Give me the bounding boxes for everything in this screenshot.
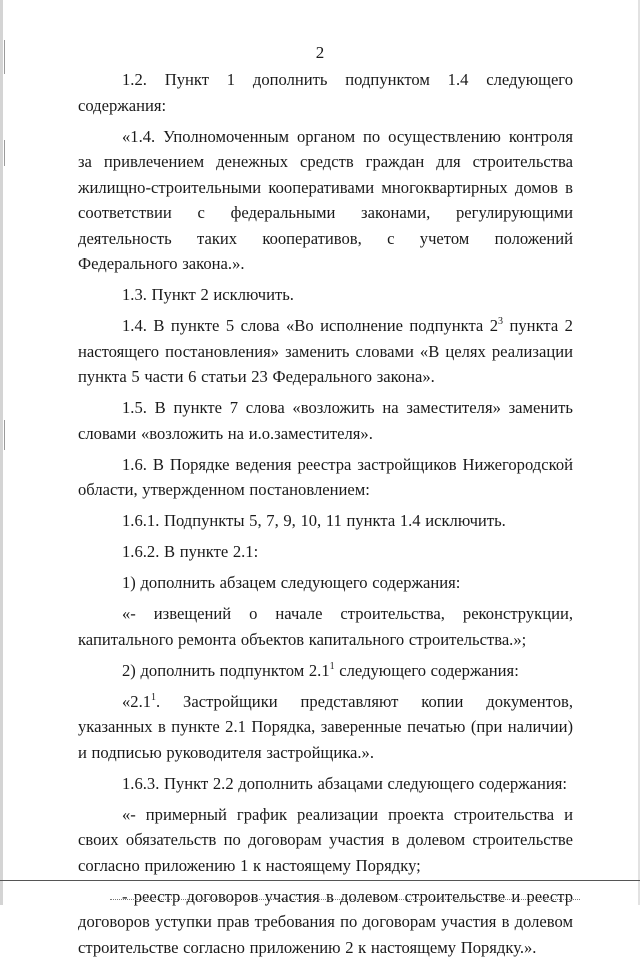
paragraph-text: «2.1: [122, 692, 151, 711]
paragraph-text: . Застройщики представляют копии документов, указанных в пункте 2.1 Порядка, заверенные печатью (при наличии) и подписью руководителя застройщика.».: [78, 692, 573, 762]
paragraph-item-1: 1) дополнить абзацем следующего содержания:: [78, 570, 573, 596]
paragraph-quote-registry: - реестр договоров участия в долевом строительстве и реестр договоров уступки прав требования по договорам участия в долевом строительстве согласно приложению 2 к настоящему Порядку.».: [78, 884, 573, 960]
scan-edge-mark: [4, 420, 5, 450]
paragraph-1-6-1: 1.6.1. Подпункты 5, 7, 9, 10, 11 пункта 1.4 исключить.: [78, 508, 573, 534]
paragraph-1-2: 1.2. Пункт 1 дополнить подпунктом 1.4 следующего содержания:: [78, 67, 573, 118]
paragraph-quote-notices: «- извещений о начале строительства, реконструкции, капитального ремонта объектов капитального строительства.»;: [78, 601, 573, 652]
paragraph-1-6-2: 1.6.2. В пункте 2.1:: [78, 539, 573, 565]
paragraph-text: пункта 2 настоящего постановления» заменить словами «В целях реализации пункта 5 части 6 статьи 23 Федерального закона».: [78, 316, 573, 386]
paragraph-1-3: 1.3. Пункт 2 исключить.: [78, 282, 573, 308]
superscript: 3: [498, 316, 503, 327]
scan-line: [0, 880, 640, 881]
paragraph-quote-2-1-1: [78, 689, 573, 766]
paragraph-1-6: 1.6. В Порядке ведения реестра застройщиков Нижегородской области, утвержденном постановлением:: [78, 452, 573, 503]
scan-edge-left: [0, 0, 3, 905]
superscript: 1: [330, 661, 335, 672]
superscript: 1: [151, 692, 156, 703]
paragraph-text: 1.4. В пункте 5 слова «Во исполнение подпункта 2: [122, 316, 498, 335]
page-number: 2: [0, 43, 640, 63]
paragraph-1-5: 1.5. В пункте 7 слова «возложить на заместителя» заменить словами «возложить на и.о.заместителя».: [78, 395, 573, 446]
paragraph-text: 2) дополнить подпунктом 2.1: [122, 661, 330, 680]
paragraph-quote-schedule: «- примерный график реализации проекта строительства и своих обязательств по договорам участия в долевом строительстве согласно приложению 1 к настоящему Порядку;: [78, 802, 573, 879]
paragraph-1-4-quote: «1.4. Уполномоченным органом по осуществлению контроля за привлечением денежных средств граждан для строительства жилищно-строительными кооперативами многоквартирных домов в соответствии с федеральными законами, регулирующими деятельность таких кооперативов, с учетом положений Федерального закона.».: [78, 124, 573, 277]
scan-dots: [110, 899, 580, 902]
document-body: [78, 67, 573, 960]
scan-edge-mark: [4, 140, 5, 166]
paragraph-text: следующего содержания:: [335, 661, 519, 680]
paragraph-1-6-3: 1.6.3. Пункт 2.2 дополнить абзацами следующего содержания:: [78, 771, 573, 797]
paragraph-item-2: [78, 658, 573, 684]
paragraph-1-4: [78, 313, 573, 390]
